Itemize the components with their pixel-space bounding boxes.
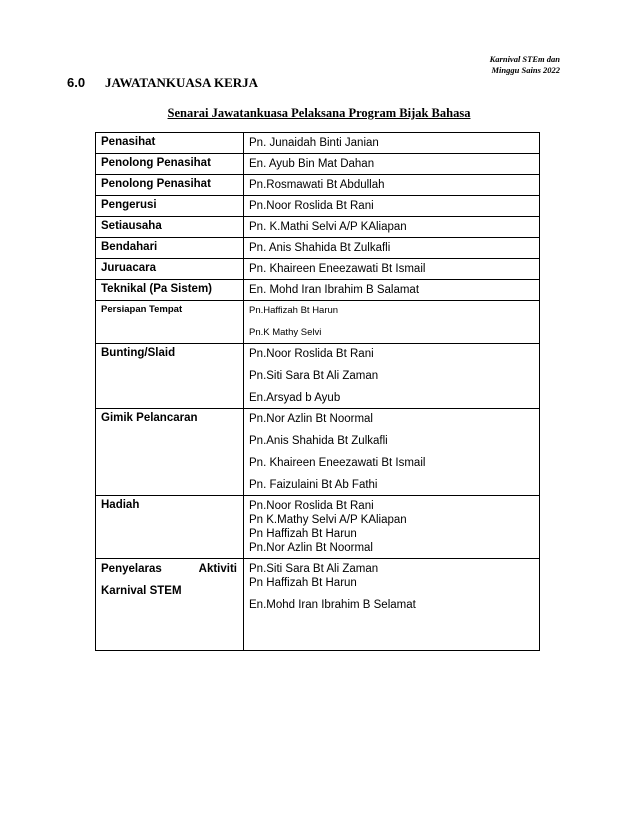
section-number: 6.0 bbox=[67, 75, 86, 90]
names-cell bbox=[244, 259, 540, 280]
role-cell: Gimik Pelancaran bbox=[96, 409, 244, 496]
names-cell bbox=[244, 154, 540, 175]
role-line-2: Karnival STEM bbox=[101, 585, 182, 597]
names-cell bbox=[244, 217, 540, 238]
names-cell bbox=[244, 344, 540, 409]
names-cell bbox=[244, 238, 540, 259]
member-name: Pn.Nor Azlin Bt Noormal bbox=[249, 413, 373, 425]
role-cell: Bendahari bbox=[96, 238, 244, 259]
names-cell bbox=[244, 559, 540, 651]
role-cell: Pengerusi bbox=[96, 196, 244, 217]
table-row bbox=[96, 217, 540, 238]
role-cell: Bunting/Slaid bbox=[96, 344, 244, 409]
role-cell: Penolong Penasihat bbox=[96, 154, 244, 175]
member-name: En. Ayub Bin Mat Dahan bbox=[249, 158, 375, 170]
names-cell bbox=[244, 280, 540, 301]
header-line-1: Karnival STEm dan bbox=[489, 54, 560, 64]
table-row bbox=[96, 496, 540, 559]
member-name: Pn. Khaireen Eneezawati Bt Ismail bbox=[249, 457, 426, 469]
member-name: Pn. Junaidah Binti Janian bbox=[249, 137, 379, 149]
table-row bbox=[96, 280, 540, 301]
role-cell: Penasihat bbox=[96, 133, 244, 154]
member-name: Pn.K Mathy Selvi bbox=[249, 327, 322, 338]
role-cell bbox=[96, 559, 244, 651]
section-heading bbox=[67, 75, 258, 91]
member-name: Pn.Rosmawati Bt Abdullah bbox=[249, 179, 385, 191]
role-cell: Hadiah bbox=[96, 496, 244, 559]
member-name: Pn.Siti Sara Bt Ali Zaman bbox=[249, 563, 379, 575]
running-header bbox=[490, 54, 560, 76]
member-name: Pn.Haffizah Bt Harun bbox=[249, 305, 339, 316]
table-row bbox=[96, 154, 540, 175]
member-name: Pn. Khaireen Eneezawati Bt Ismail bbox=[249, 263, 426, 275]
committee-table bbox=[95, 132, 540, 651]
names-cell bbox=[244, 133, 540, 154]
member-name: Pn.Noor Roslida Bt Rani bbox=[249, 348, 374, 360]
member-name: Pn. K.Mathi Selvi A/P KAliapan bbox=[249, 221, 407, 233]
names-cell bbox=[244, 409, 540, 496]
member-name: En.Mohd Iran Ibrahim B Selamat bbox=[249, 599, 416, 611]
member-name: Pn. Anis Shahida Bt Zulkafli bbox=[249, 242, 391, 254]
member-name: Pn.Noor Roslida Bt Rani bbox=[249, 200, 374, 212]
role-word: Penyelaras bbox=[101, 563, 162, 575]
header-line-2: Minggu Sains 2022 bbox=[491, 65, 560, 75]
names-cell bbox=[244, 175, 540, 196]
table-row bbox=[96, 196, 540, 217]
member-name: Pn Haffizah Bt Harun bbox=[249, 528, 357, 540]
names-cell bbox=[244, 496, 540, 559]
member-name: Pn.Nor Azlin Bt Noormal bbox=[249, 542, 373, 554]
role-cell: Setiausaha bbox=[96, 217, 244, 238]
table-row bbox=[96, 301, 540, 344]
table-row bbox=[96, 175, 540, 196]
member-name: En. Mohd Iran Ibrahim B Salamat bbox=[249, 284, 420, 296]
member-name: Pn Haffizah Bt Harun bbox=[249, 577, 357, 589]
member-name: Pn. Faizulaini Bt Ab Fathi bbox=[249, 479, 378, 491]
names-cell bbox=[244, 196, 540, 217]
member-name: Pn.Anis Shahida Bt Zulkafli bbox=[249, 435, 388, 447]
table-row bbox=[96, 409, 540, 496]
table-row bbox=[96, 559, 540, 651]
member-name: Pn.Siti Sara Bt Ali Zaman bbox=[249, 370, 379, 382]
member-name: Pn.Noor Roslida Bt Rani bbox=[249, 500, 374, 512]
role-cell: Teknikal (Pa Sistem) bbox=[96, 280, 244, 301]
table-row bbox=[96, 238, 540, 259]
role-cell: Penolong Penasihat bbox=[96, 175, 244, 196]
member-name: En.Arsyad b Ayub bbox=[249, 392, 341, 404]
member-name: Pn K.Mathy Selvi A/P KAliapan bbox=[249, 514, 407, 526]
table-title: Senarai Jawatankuasa Pelaksana Program Bijak Bahasa bbox=[167, 106, 471, 120]
role-line-1 bbox=[101, 562, 237, 576]
section-title: JAWATANKUASA KERJA bbox=[105, 75, 259, 90]
names-cell bbox=[244, 301, 540, 344]
role-cell: Persiapan Tempat bbox=[96, 301, 244, 344]
table-row bbox=[96, 133, 540, 154]
role-cell: Juruacara bbox=[96, 259, 244, 280]
table-row bbox=[96, 344, 540, 409]
table-row bbox=[96, 259, 540, 280]
role-word: Aktiviti bbox=[198, 563, 237, 575]
